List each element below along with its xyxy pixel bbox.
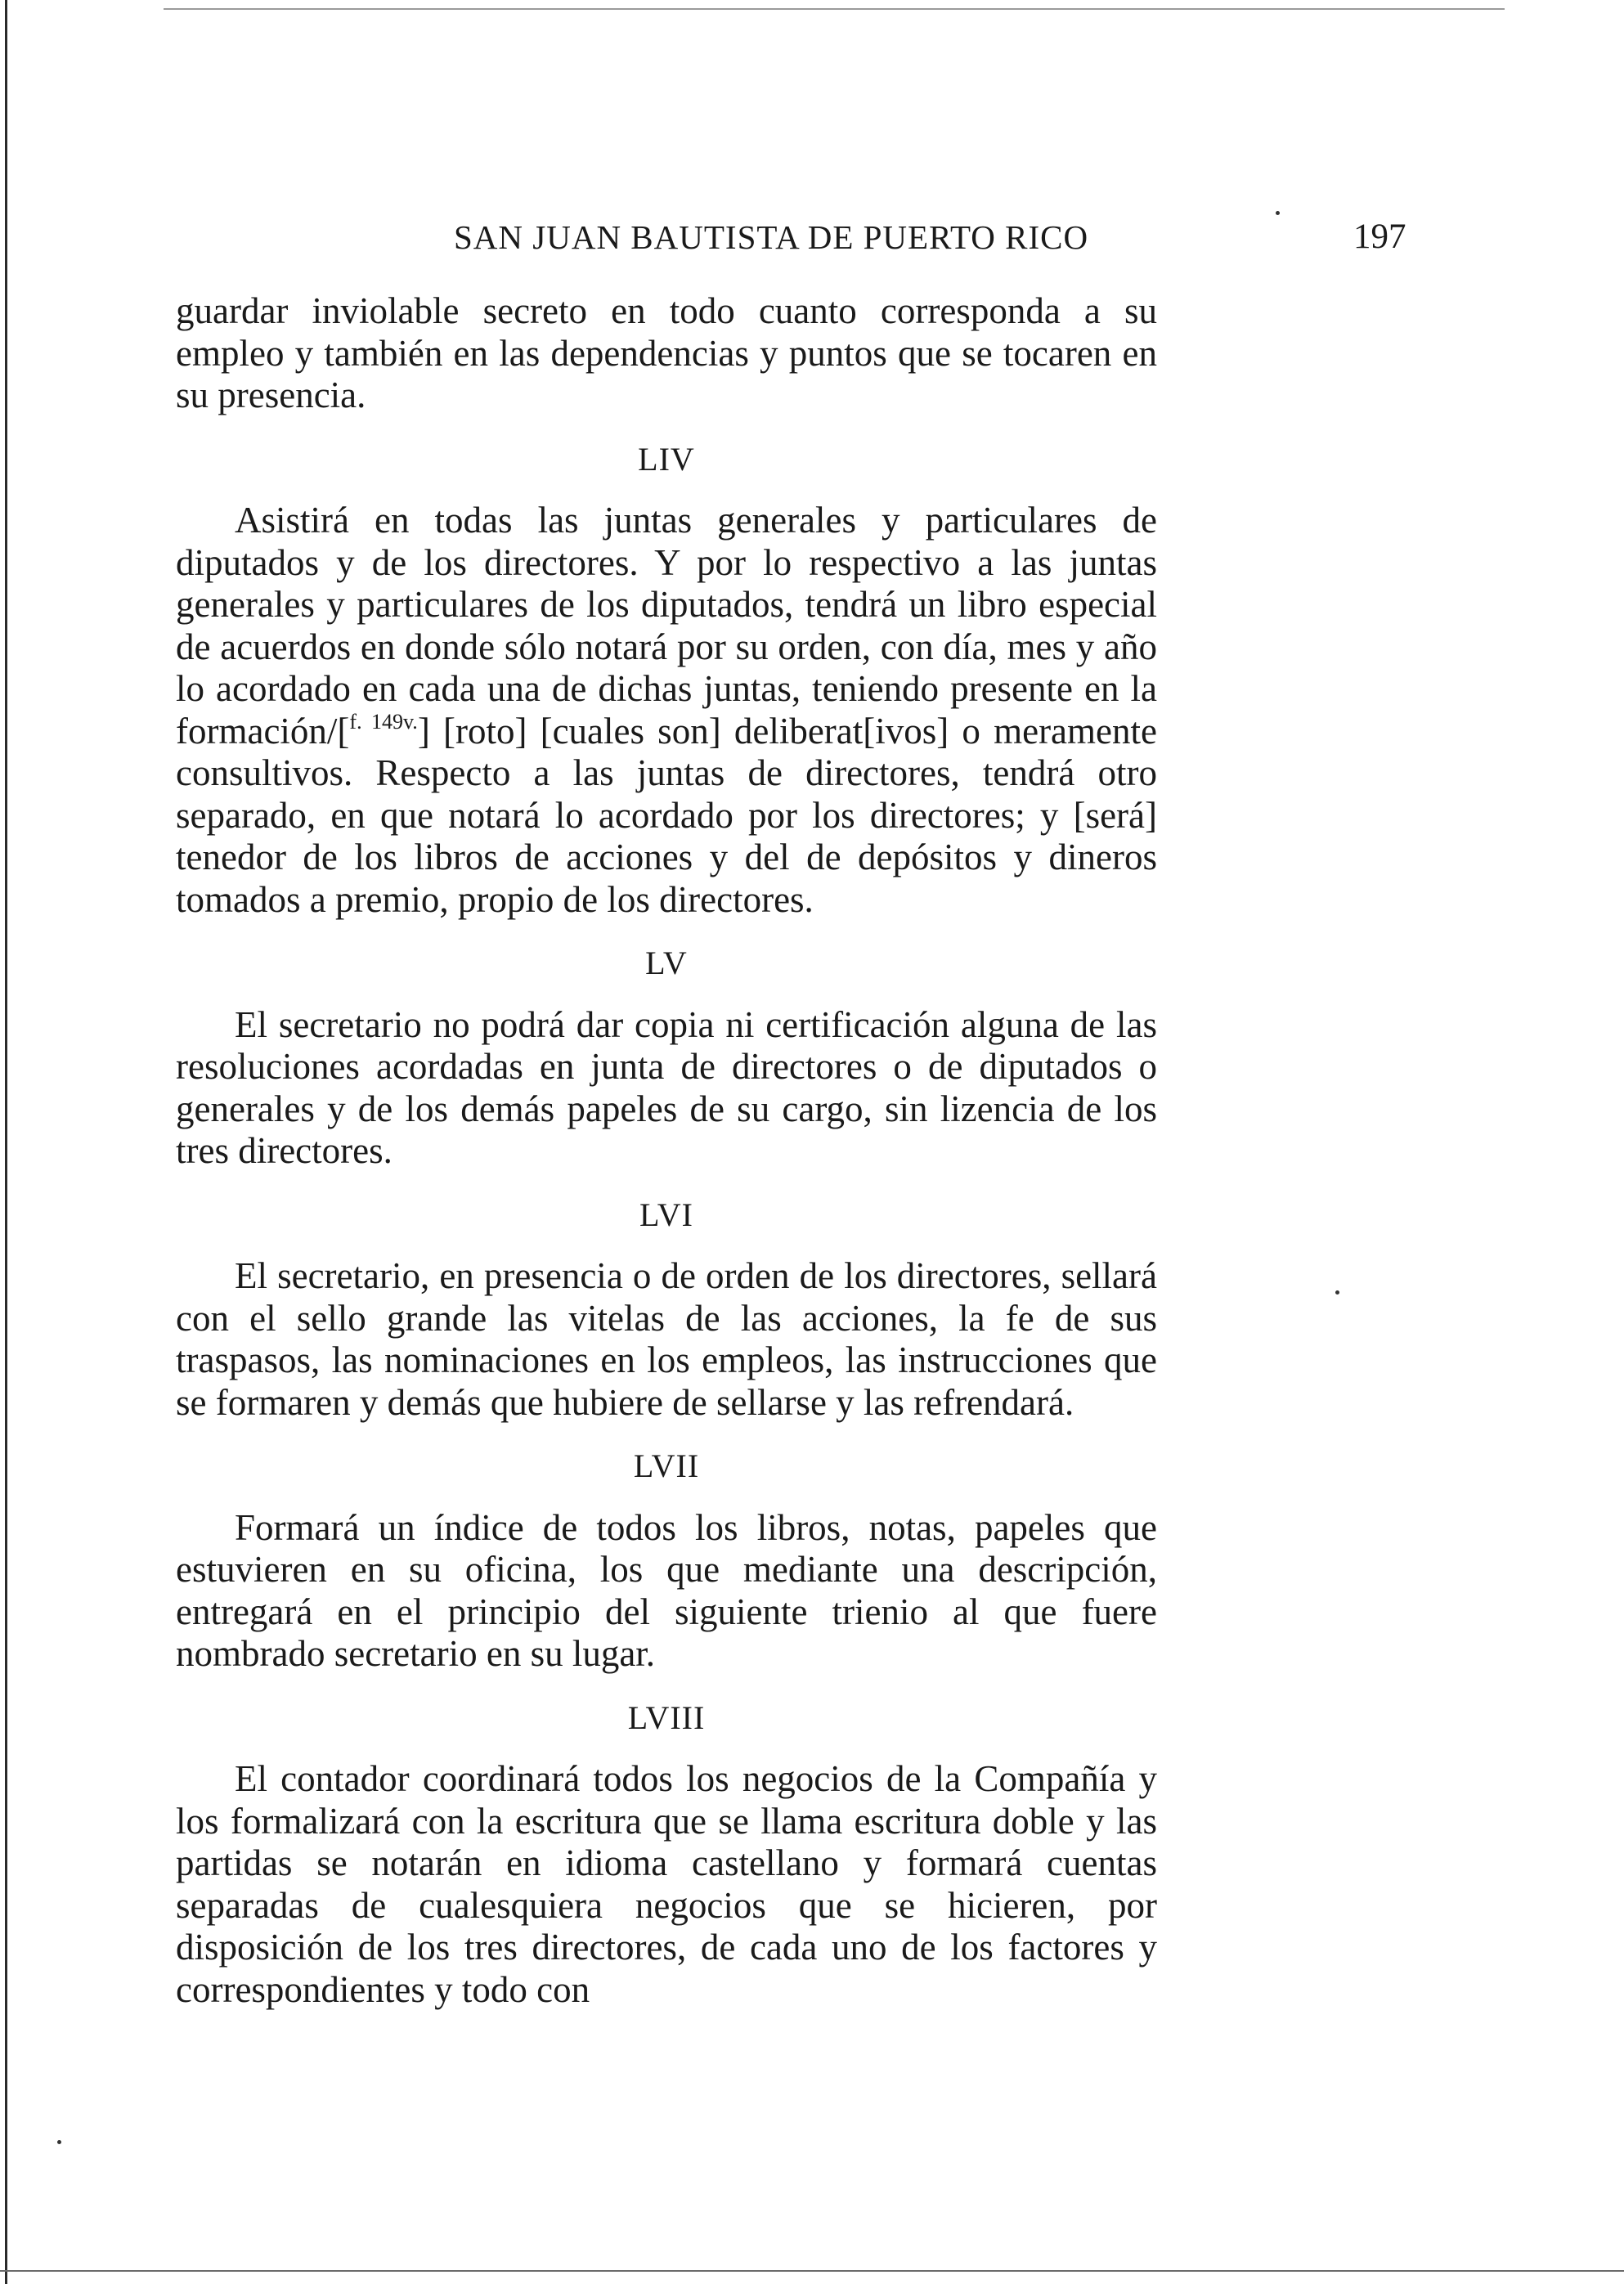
section-liv-text-part1: Asistirá en todas las juntas generales y particulares de diputados y de los directores. Y por lo respectivo a las juntas generales y particulares de los diputados, tendrá un libro especial de acuerdos en donde sólo notará por su orden, con día, mes y año lo acordado en cada una de dichas juntas, teniendo presente en la formación/[ xyxy=(176,500,1157,752)
page-body xyxy=(176,290,1157,2011)
section-heading-lvii: LVII xyxy=(633,1447,700,1484)
scan-top-edge xyxy=(164,8,1505,10)
section-paragraph-liv xyxy=(176,500,1157,921)
scan-speck xyxy=(1335,1290,1339,1295)
section-paragraph-lvi: El secretario, en presencia o de orden de los directores, sellará con el sello grande las vitelas de las acciones, la fe de sus traspasos, las nominaciones en los empleos, las instrucciones que se formaren y demás que hubiere de sellarse y las refrendará. xyxy=(176,1255,1157,1423)
section-heading-liv: LIV xyxy=(638,440,695,478)
scan-speck xyxy=(57,2140,61,2144)
section-liv-text-part2: ] [roto] [cuales son] deliberat[ivos] o meramente consultivos. Respecto a las juntas de directores, tendrá otro separado, en que notará lo acordado por los directores; y [será] tenedor de los libros de acciones y del de depósitos y dineros tomados a premio, propio de los directores. xyxy=(176,710,1157,920)
opening-paragraph: guardar inviolable secreto en todo cuanto corresponda a su empleo y también en las dependencias y puntos que se tocaren en su presencia. xyxy=(176,290,1157,415)
running-head: SAN JUAN BAUTISTA DE PUERTO RICO xyxy=(454,218,1089,256)
folio-reference: f. 149v. xyxy=(349,709,418,734)
section-paragraph-lvii: Formará un índice de todos los libros, notas, papeles que estuvieren en su oficina, los que mediante una descripción, entregará en el principio del siguiente trienio al que fuere nombrado secretario en su lugar. xyxy=(176,1506,1157,1674)
section-paragraph-lviii: El contador coordinará todos los negocios de la Compañía y los formalizará con la escritura que se llama escritura doble y las partidas se notarán en idioma castellano y formará cuentas separadas de cualesquiera negocios que se hicieren, por disposición de los tres directores, de cada uno de los factores y correspondientes y todo con xyxy=(176,1758,1157,2010)
section-paragraph-lv: El secretario no podrá dar copia ni certificación alguna de las resoluciones acordadas en junta de directores o de diputados o generales y de los demás papeles de su cargo, sin lizencia de los tres directores. xyxy=(176,1003,1157,1171)
scan-speck xyxy=(1276,211,1280,215)
section-heading-lviii: LVIII xyxy=(627,1698,706,1736)
page-number: 197 xyxy=(1353,218,1406,256)
scan-left-edge xyxy=(5,0,7,2284)
scan-bottom-edge xyxy=(0,2270,1624,2272)
section-heading-lvi: LVI xyxy=(639,1196,693,1233)
section-heading-lv: LV xyxy=(645,945,688,981)
